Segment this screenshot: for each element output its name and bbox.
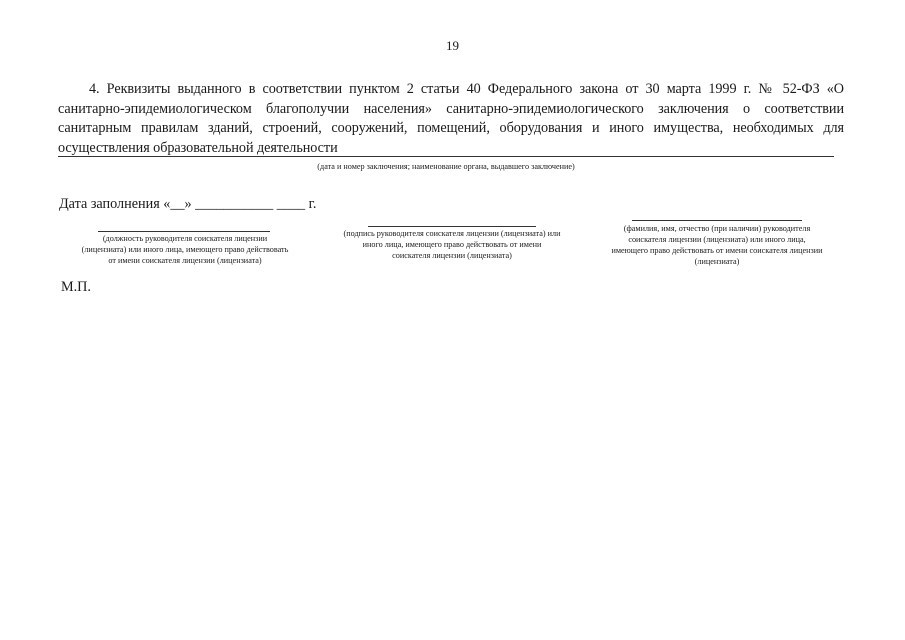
conclusion-details-line: [58, 156, 834, 157]
signature-caption: (подпись руководителя соискателя лицензии (лицензиата) или иного лица, имеющего право действовать от имени соискателя лицензии (лицензиата): [343, 229, 561, 260]
position-caption: (должность руководителя соискателя лицензии (лицензиата) или иного лица, имеющего право действовать от имени соискателя лицензии (лицензиата): [81, 234, 289, 265]
name-line: [632, 220, 802, 221]
page-number: 19: [446, 38, 459, 53]
position-line: [98, 231, 270, 232]
name-caption: (фамилия, имя, отчество (при наличии) руководителя соискателя лицензии (лицензиата) или иного лица, имеющего право действовать от имени соискателя лицензии (лицензиата): [611, 224, 823, 266]
signature-line: [368, 226, 536, 227]
conclusion-details-caption: (дата и номер заключения; наименование органа, выдавшего заключение): [317, 162, 575, 171]
stamp-placeholder: М.П.: [61, 279, 91, 295]
fill-date-line: Дата заполнения «__» ___________ ____ г.: [59, 196, 317, 212]
section-4-text: 4. Реквизиты выданного в соответствии пунктом 2 статьи 40 Федерального закона от 30 марта 1999 г. № 52-ФЗ «О санитарно-эпидемиологическом благополучии населения» санитарно-эпидемиологического заключения о соответствии санитарным правилам зданий, строений, сооружений, помещений, оборудования и иного имущества, необходимых для осуществления образовательной деятельности: [58, 81, 844, 156]
